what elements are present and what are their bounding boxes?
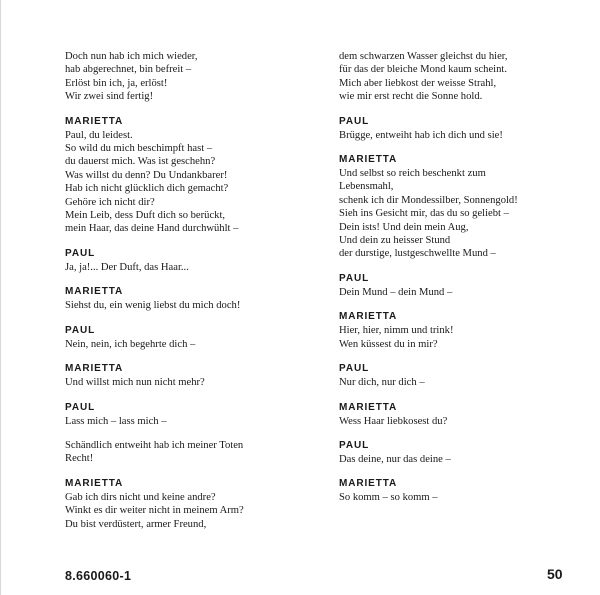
libretto-line: Nein, nein, ich begehrte dich – xyxy=(65,338,196,350)
libretto-line: hab abgerechnet, bin befreit – xyxy=(65,64,192,76)
libretto-line: Erlöst bin ich, ja, erlöst! xyxy=(65,77,168,89)
libretto-line: Gehöre ich nicht dir? xyxy=(65,196,155,208)
speaker-name: PAUL xyxy=(339,115,370,127)
libretto-block xyxy=(339,477,589,504)
speaker-name: MARIETTA xyxy=(339,478,398,490)
libretto-block xyxy=(339,50,589,104)
libretto-line: Hier, hier, nimm und trink! xyxy=(339,325,454,337)
libretto-line: Brügge, entweiht hab ich dich und sie! xyxy=(339,129,503,141)
libretto-block xyxy=(65,439,323,466)
libretto-line: Dein Mund – dein Mund – xyxy=(339,286,453,298)
libretto-line: du dauerst mich. Was ist geschehn? xyxy=(65,156,216,168)
libretto-line: der durstige, lustgeschwellte Mund – xyxy=(339,248,496,260)
libretto-line: Lass mich – lass mich – xyxy=(65,415,167,427)
libretto-block xyxy=(65,247,323,274)
libretto-block xyxy=(339,310,589,351)
libretto-line: Hab ich nicht glücklich dich gemacht? xyxy=(65,183,229,195)
speaker-name: MARIETTA xyxy=(65,363,124,375)
libretto-line: Sieh ins Gesicht mir, das du so geliebt – xyxy=(339,208,509,220)
libretto-line: Gab ich dirs nicht und keine andre? xyxy=(65,491,216,503)
libretto-line: Wess Haar liebkosest du? xyxy=(339,415,448,427)
libretto-line: Winkt es dir weiter nicht in meinem Arm? xyxy=(65,505,244,517)
left-column xyxy=(65,50,323,542)
speaker-name: MARIETTA xyxy=(65,286,124,298)
speaker-name: PAUL xyxy=(65,324,96,336)
right-column xyxy=(339,50,589,516)
libretto-line: Paul, du leidest. xyxy=(65,129,133,141)
libretto-block xyxy=(65,285,323,312)
catalog-number: 8.660060-1 xyxy=(65,569,132,583)
libretto-line: wie mir erst recht die Sonne hold. xyxy=(339,91,483,103)
libretto-line: schenk ich dir Mondessilber, Sonnengold! xyxy=(339,194,518,206)
libretto-block xyxy=(339,272,589,299)
speaker-name: PAUL xyxy=(339,439,370,451)
libretto-line: Was willst du denn? Du Undankbarer! xyxy=(65,169,228,181)
libretto-block xyxy=(65,115,323,236)
page-number: 50 xyxy=(547,566,563,582)
speaker-name: MARIETTA xyxy=(339,154,398,166)
libretto-line: Nur dich, nur dich – xyxy=(339,377,425,389)
libretto-line: Mein Leib, dess Duft dich so berückt, xyxy=(65,210,226,222)
speaker-name: MARIETTA xyxy=(65,115,124,127)
libretto-line: Wir zwei sind fertig! xyxy=(65,91,154,103)
libretto-line: So wild du mich beschimpft hast – xyxy=(65,143,213,155)
libretto-line: Und selbst so reich beschenkt zum xyxy=(339,168,486,180)
libretto-line: So komm – so komm – xyxy=(339,492,438,504)
libretto-line: Dein ists! Und dein mein Aug, xyxy=(339,221,469,233)
libretto-line: Das deine, nur das deine – xyxy=(339,453,451,465)
libretto-line: Mich aber liebkost der weisse Strahl, xyxy=(339,77,497,89)
libretto-line: Und dein zu heisser Stund xyxy=(339,235,451,247)
libretto-line: Wen küssest du in mir? xyxy=(339,338,438,350)
speaker-name: PAUL xyxy=(65,247,96,259)
speaker-name: PAUL xyxy=(65,401,96,413)
libretto-block xyxy=(65,401,323,428)
speaker-name: MARIETTA xyxy=(339,311,398,323)
libretto-line: Siehst du, ein wenig liebst du mich doch! xyxy=(65,300,241,312)
speaker-name: PAUL xyxy=(339,272,370,284)
speaker-name: MARIETTA xyxy=(65,477,124,489)
libretto-line: Ja, ja!... Der Duft, das Haar... xyxy=(65,261,189,273)
libretto-line: Und willst mich nun nicht mehr? xyxy=(65,377,205,389)
libretto-block xyxy=(339,401,589,428)
libretto-line: für das der bleiche Mond kaum scheint. xyxy=(339,64,507,76)
libretto-line: Lebensmahl, xyxy=(339,181,394,193)
libretto-block xyxy=(339,153,589,261)
speaker-name: PAUL xyxy=(339,363,370,375)
libretto-block xyxy=(65,324,323,351)
libretto-block xyxy=(65,50,323,104)
libretto-line: Schändlich entweiht hab ich meiner Toten xyxy=(65,439,244,451)
libretto-line: Recht! xyxy=(65,453,94,465)
libretto-block xyxy=(339,439,589,466)
libretto-block xyxy=(339,115,589,142)
libretto-line: Doch nun hab ich mich wieder, xyxy=(65,51,198,62)
speaker-name: MARIETTA xyxy=(339,401,398,413)
libretto-block xyxy=(339,362,589,389)
libretto-line: Du bist verdüstert, armer Freund, xyxy=(65,518,207,530)
libretto-line: mein Haar, das deine Hand durchwühlt – xyxy=(65,223,239,235)
libretto-line: dem schwarzen Wasser gleichst du hier, xyxy=(339,51,508,62)
libretto-block xyxy=(65,362,323,389)
libretto-block xyxy=(65,477,323,531)
